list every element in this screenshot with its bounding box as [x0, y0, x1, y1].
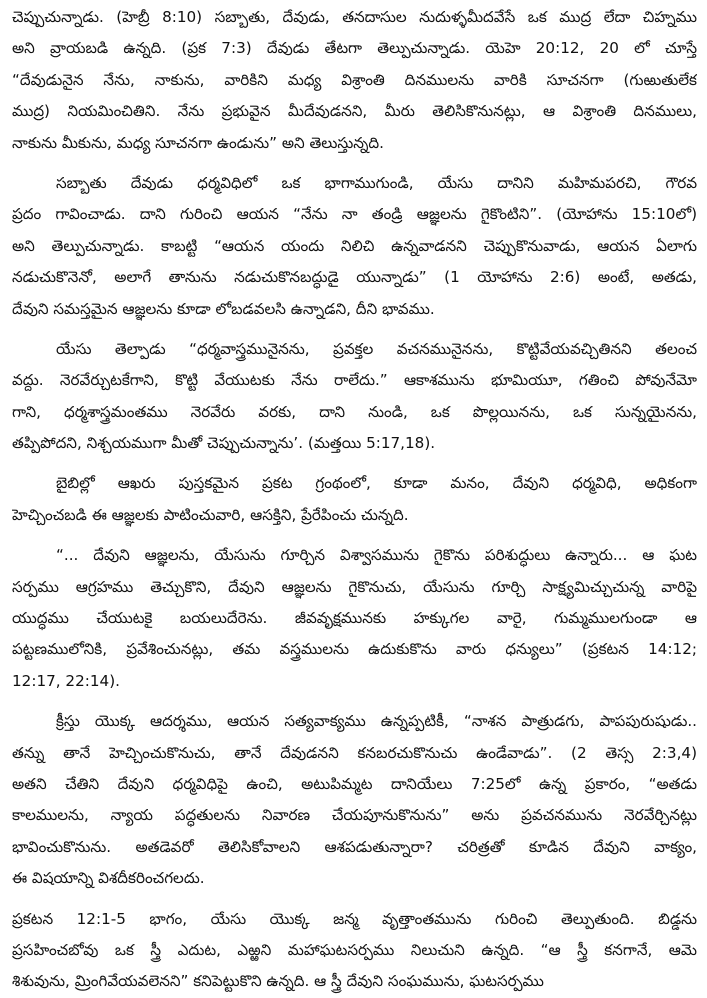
- paragraph: [12, 168, 697, 325]
- text-line: సర్పము ఆగ్రహము తెచ్చుకొని, దేవుని ఆజ్ఞలను గైకొనుచు, యేసును గూర్చి సాక్ష్యమిచ్చుచున్న వారిపై: [12, 577, 697, 596]
- text-line: తన్ను తానే హెచ్చించుకొనుచు, తానే దేవుడనని కనబరచుకొనుచు ఉండేవాడు”. (2 తెస్స 2:3,4): [12, 743, 697, 762]
- text-line: యుద్ధము చేయుటకై బయలుదేరెను. జీవవృక్షమునకు హక్కుగల వారై, గుమ్మములగుండా ఆ: [12, 609, 697, 628]
- text-line: ప్రసహించబోవు ఒక స్త్రీ ఎదుట, ఎఱ్ఱని మహాఘటసర్పము నిలుచుని ఉన్నది. “ఆ స్త్రీ కనగానే, ఆమె: [12, 940, 697, 959]
- body-text: [12, 2, 697, 998]
- paragraph: [12, 2, 697, 159]
- text-line: సబ్బాతు దేవుడు ధర్మవిధిలో ఒక భాగాముగుండి, యేసు దానిని మహిమపరచి, గౌరవ: [56, 173, 697, 192]
- text-line: ముద్ర) నియమించితిని. నేను ప్రభువైన మీదేవుడనని, మీరు తెలిసికొనునట్లు, ఆ విశ్రాంతి దినములు,: [12, 102, 697, 121]
- paragraph: [12, 334, 697, 460]
- text-line: నడుచుకొనెనో, అలాగే తానును నడుచుకొనబద్ధుడై యున్నాడు” (1 యోహాను 2:6) అంటే, అతడు,: [12, 268, 697, 287]
- text-line: అని తెల్పుచున్నాడు. కాబట్టి “ఆయన యందు నిలిచి ఉన్నవాడనని చెప్పుకొనువాడు, ఆయన ఏలాగు: [12, 236, 697, 255]
- text-line: హెచ్చించబడి ఈ ఆజ్ఞలకు పాటించువారి, ఆసక్తిని, ప్రేరేపించు చున్నది.: [12, 505, 409, 524]
- text-line: “... దేవుని ఆజ్ఞలను, యేసును గూర్చిన విశ్వాసమును గైకొను పరిశుద్ధులు ఉన్నారు... ఆ ఘట: [56, 546, 697, 565]
- text-line: బైబిల్లో ఆఖరు పుస్తకమైన ప్రకట గ్రంథంలో, కూడా మనం, దేవుని ధర్మవిధి, అధికంగా: [56, 474, 697, 493]
- text-line: చెప్పుచున్నాడు. (హెబ్రీ 8:10) సబ్బాతు, దేవుడు, తనదాసుల నుదుళ్ళమీదవేసే ఒక ముద్ర లేదా చిహ్నము: [12, 8, 697, 26]
- text-line: యేసు తెల్పాడు “ధర్మవాస్త్రమునైనను, ప్రవక్తల వచనమునైనను, కొట్టివేయవచ్చితినని తలంచ: [56, 339, 697, 358]
- text-line: ఈ విషయాన్ని విశదీకరించగలదు.: [12, 869, 205, 888]
- text-line: ప్రదం గావించాడు. దాని గురించి ఆయన “నేను నా తండ్రి ఆజ్ఞలను గైకొంటిని”. (యోహాను 15:10లో): [12, 205, 697, 224]
- text-line: భావించుకొనును. అతడెవరో తెలిసికోవాలని ఆశపడుతున్నారా? చరిత్రతో కూడిన దేవుని వాక్యం,: [12, 837, 697, 856]
- paragraph: [12, 706, 697, 894]
- text-line: వద్దు. నెరవేర్చుటకేగాని, కొట్టి వేయుటకు నేను రాలేదు.” ఆకాశమును భూమియూ, గతించి పోవునేమో: [12, 371, 697, 390]
- text-line: అతని చేతిని దేవుని ధర్మవిధిపై ఉంచి, అటుపిమ్మట దానియేలు 7:25లో ఉన్న ప్రకారం, “అతడు: [12, 774, 697, 793]
- text-line: కాలములను, న్యాయ పద్ధతులను నివారణ చేయపూనుకొనును” అను ప్రవచనమును నెరవేర్చినట్లు: [12, 806, 697, 825]
- text-line: ప్రకటన 12:1-5 భాగం, యేసు యొక్క జన్మ వృత్తాంతమును గురించి తెల్పుతుంది. బిడ్డను: [12, 909, 697, 928]
- text-line: అని వ్రాయబడి ఉన్నది. (ప్రక 7:3) దేవుడు తేటగా తెల్పుచున్నాడు. యెహె 20:12, 20 లో చూస్తే: [12, 39, 697, 58]
- text-line: క్రీస్తు యొక్క ఆదర్శము, ఆయన సత్యవాక్యము ఉన్నప్పటికీ, “నాశన పాత్రుడగు, పాపపురుషుడు..: [56, 712, 697, 731]
- text-line: పట్టణములోనికి, ప్రవేశించునట్లు, తమ వస్త్రములను ఉదుకుకొను వారు ధన్యులు” (ప్రకటన 14:12;: [12, 640, 697, 659]
- text-line: గాని, ధర్మశాస్త్రమంతము నెరవేరు వరకు, దాని నుండి, ఒక పొల్లయినను, ఒక సున్నయైనను,: [12, 402, 697, 421]
- text-line: దేవుని సమస్తమైన ఆజ్ఞలను కూడా లోబడవలసి ఉన్నాడని, దీని భావము.: [12, 299, 435, 318]
- text-line: 12:17, 22:14).: [12, 671, 120, 690]
- text-line: శిశువును, మ్రింగివేయవలెనని” కనిపెట్టుకొని ఉన్నది. ఆ స్త్రీ దేవుని సంఘమును, ఘటసర్పము: [12, 972, 544, 991]
- paragraph: [12, 904, 697, 998]
- paragraph: [12, 540, 697, 697]
- paragraph: [12, 468, 697, 531]
- text-line: నాకును మీకును, మధ్య సూచనగా ఉండును” అని తెలుస్తున్నది.: [12, 133, 384, 152]
- text-line: తప్పిపోదని, నిశ్చయముగా మీతో చెప్పుచున్నాను’. (మత్తయి 5:17,18).: [12, 434, 436, 453]
- text-line: “దేవుడునైన నేను, నాకును, వారికిని మధ్య విశ్రాంతి దినములను వారికి సూచనగా (గుఱుతులేక: [12, 70, 697, 89]
